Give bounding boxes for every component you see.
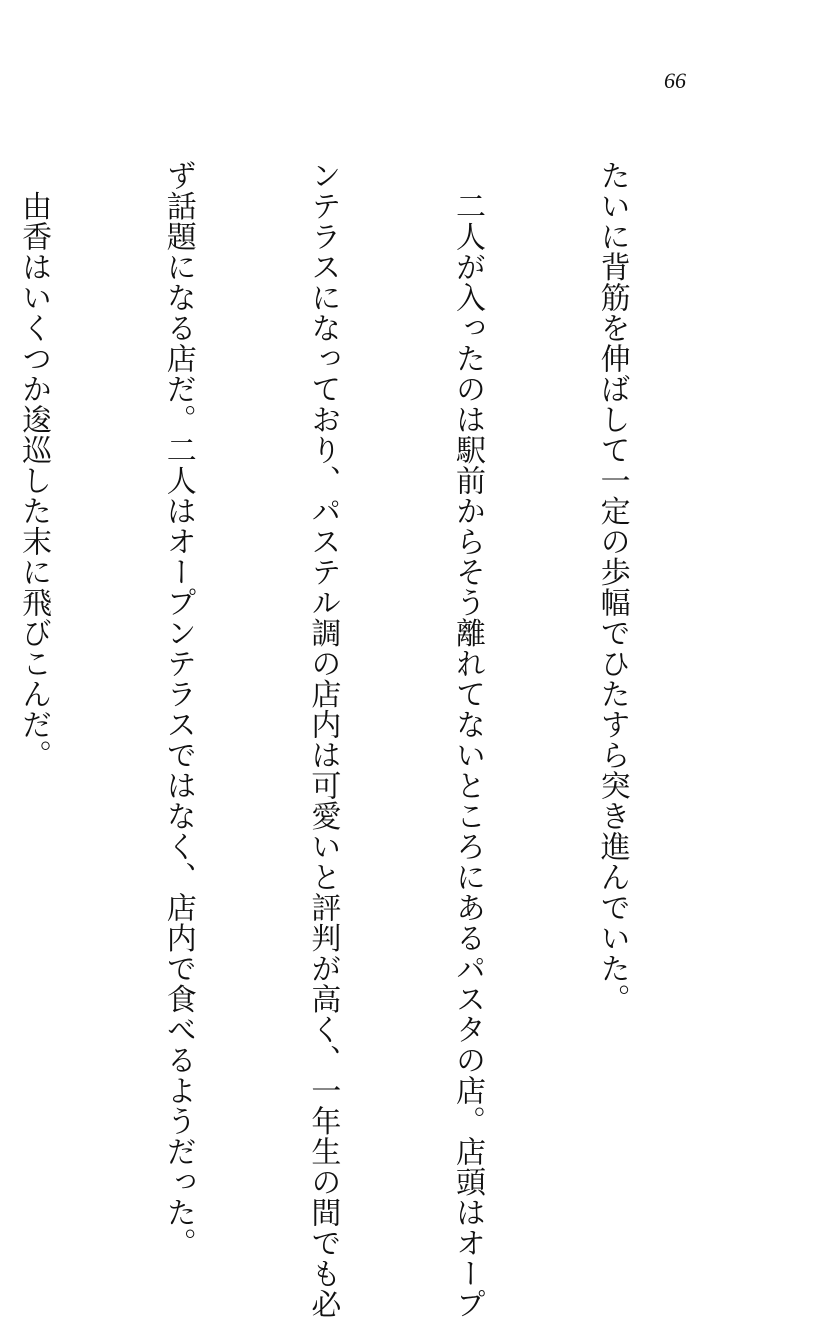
text-line-4: ず話題になる店だ。二人はオープンテラスではなく、店内で食べるようだった。 <box>160 160 196 1258</box>
vertical-text-body <box>0 160 732 1319</box>
text-line-3: ンテラスになっており、パステル調の店内は可愛いと評判が高く、一年生の間でも必 <box>305 160 341 1319</box>
page-number: 66 <box>664 68 686 93</box>
text-line-5: 由香はいくつか逡巡した末に飛びこんだ。 <box>16 160 52 770</box>
text-line-2: 二人が入ったのは駅前からそう離れてないところにあるパスタの店。店頭はオープ <box>449 160 485 1319</box>
text-line-1: たいに背筋を伸ばして一定の歩幅でひたすら突き進んでいた。 <box>594 160 630 1014</box>
